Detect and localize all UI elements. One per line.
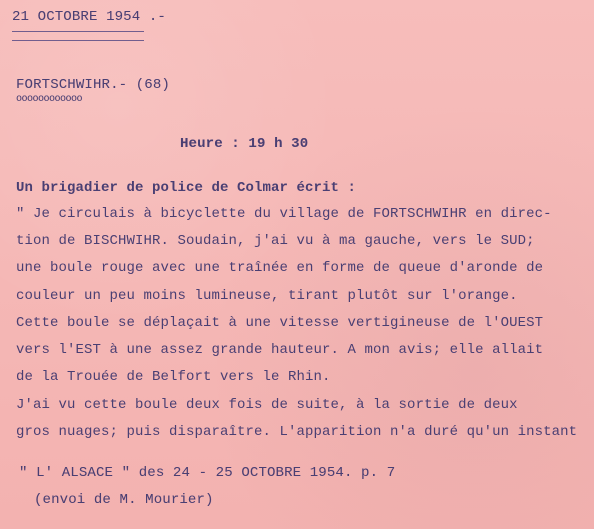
- report-line-2: tion de BISCHWIHR. Soudain, j'ai vu à ma gauche, vers le SUD;: [16, 233, 535, 249]
- report-line-3: une boule rouge avec une traînée en forme de queue d'aronde de: [16, 260, 544, 276]
- source-credit: (envoi de M. Mourier): [34, 492, 214, 508]
- document-date: 21 OCTOBRE 1954 .-: [12, 9, 166, 25]
- time-label: Heure : 19 h 30: [180, 136, 309, 152]
- source-citation: " L' ALSACE " des 24 - 25 OCTOBRE 1954. p. 7: [19, 465, 396, 481]
- report-line-1: " Je circulais à bicyclette du village de FORTSCHWIHR en direc-: [16, 206, 552, 222]
- report-line-4: couleur un peu moins lumineuse, tirant plutôt sur l'orange.: [16, 288, 518, 304]
- report-line-7: de la Trouée de Belfort vers le Rhin.: [16, 369, 331, 385]
- location-marks: oooooooooooo: [16, 94, 83, 105]
- report-line-5: Cette boule se déplaçait à une vitesse vertigineuse de l'OUEST: [16, 315, 544, 331]
- report-line-8: J'ai vu cette boule deux fois de suite, à la sortie de deux: [16, 397, 518, 413]
- location-heading: FORTSCHWIHR.- (68): [16, 77, 170, 93]
- report-line-6: vers l'EST à une assez grande hauteur. A mon avis; elle allait: [16, 342, 544, 358]
- date-double-underline: [12, 31, 144, 41]
- report-line-9: gros nuages; puis disparaître. L'apparition n'a duré qu'un instant: [16, 424, 578, 440]
- report-intro: Un brigadier de police de Colmar écrit :: [16, 180, 357, 196]
